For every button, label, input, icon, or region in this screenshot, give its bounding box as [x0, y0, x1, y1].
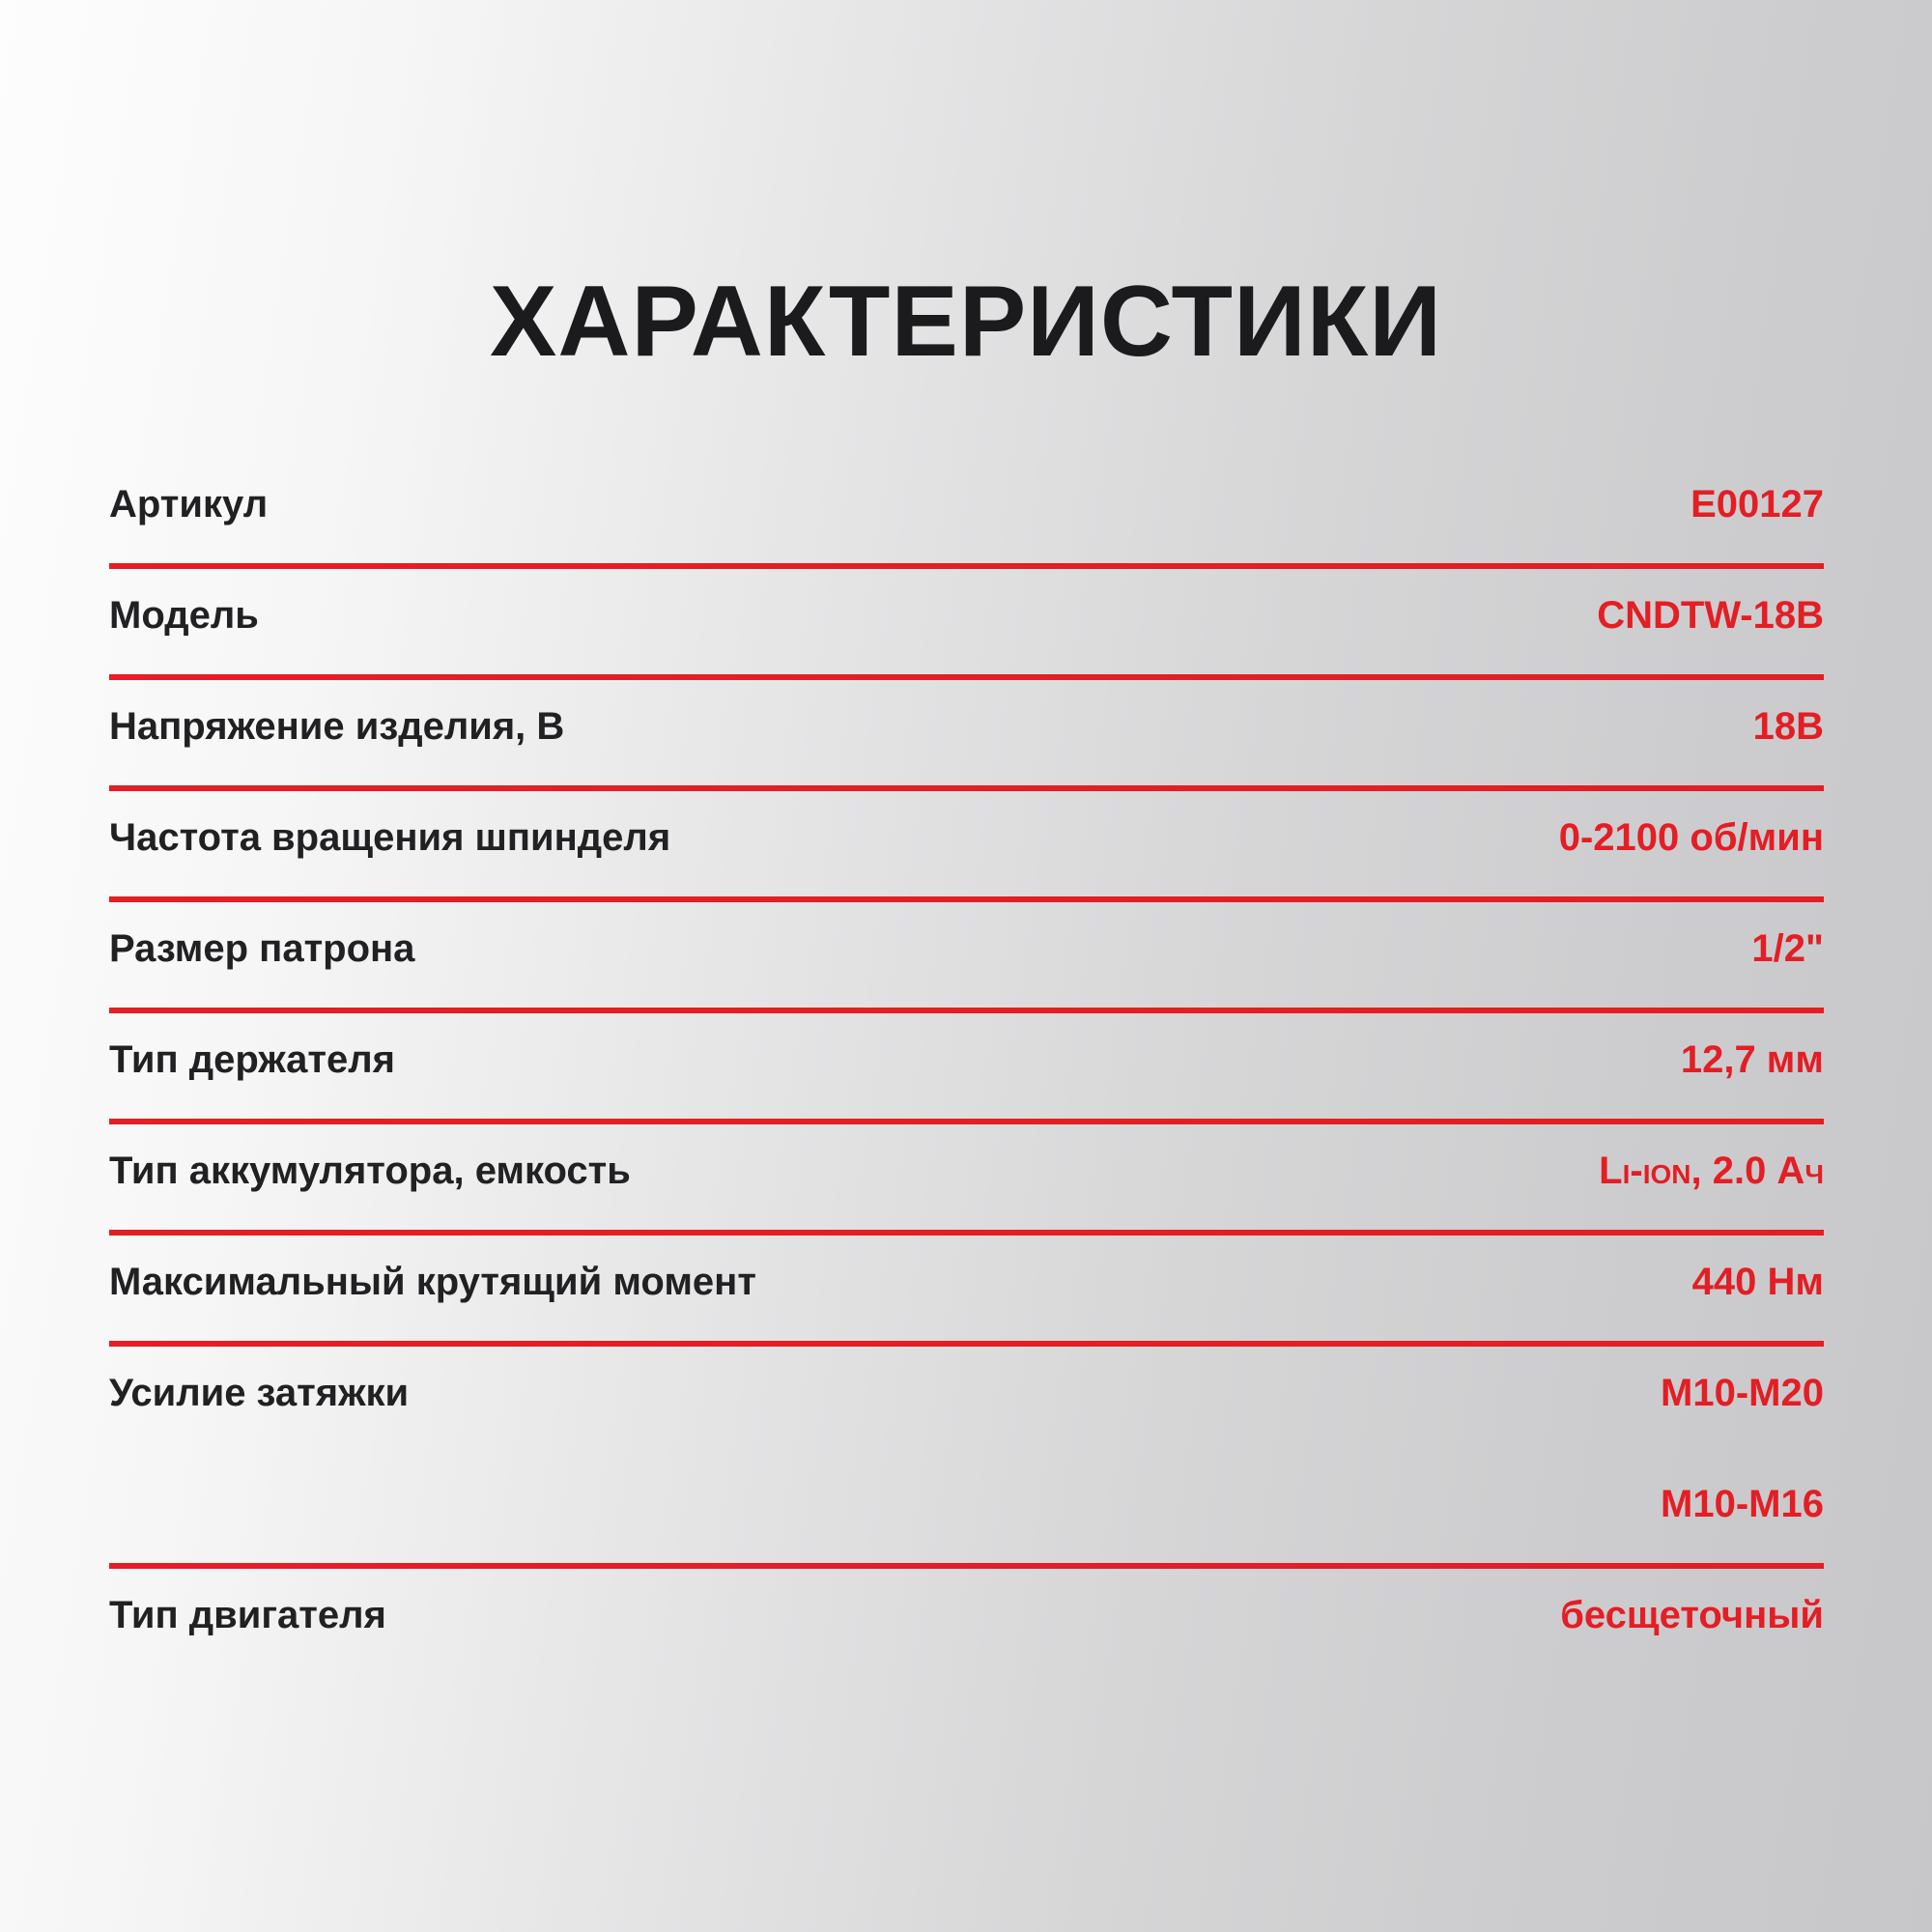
spec-label: Тип аккумулятора, емкость	[109, 1150, 631, 1192]
spec-row-battery	[109, 1147, 1824, 1258]
page-title: ХАРАКТЕРИСТИКИ	[490, 266, 1442, 378]
spec-row-max-torque	[109, 1258, 1824, 1369]
spec-row-articul	[109, 480, 1824, 591]
spec-label: Артикул	[109, 483, 269, 526]
row-divider	[109, 1119, 1824, 1124]
spec-value: 12,7 мм	[1680, 1038, 1824, 1081]
spec-row-tightening-force	[109, 1369, 1824, 1480]
spec-label: Тип держателя	[109, 1038, 395, 1081]
spec-value: E00127	[1690, 483, 1824, 526]
spec-label: Размер патрона	[109, 927, 415, 970]
spec-value: M10-M16	[1661, 1483, 1824, 1525]
spec-row-spindle-speed	[109, 813, 1824, 924]
spec-row-chuck-size	[109, 924, 1824, 1036]
spec-value: Li-ion, 2.0 Ач	[1599, 1150, 1824, 1192]
spec-label: Усилие затяжки	[109, 1372, 410, 1414]
row-divider	[109, 563, 1824, 569]
spec-label: Напряжение изделия, В	[109, 705, 565, 748]
spec-value: CNDTW-18B	[1597, 594, 1824, 637]
spec-value: 440 Нм	[1691, 1261, 1824, 1303]
spec-value: 18В	[1752, 705, 1824, 748]
spec-row-model	[109, 591, 1824, 702]
row-divider	[109, 674, 1824, 680]
spec-value: 0-2100 об/мин	[1558, 816, 1824, 859]
spec-row-holder-type	[109, 1036, 1824, 1147]
row-divider	[109, 1341, 1824, 1347]
spec-label: Тип двигателя	[109, 1594, 386, 1636]
spec-row-motor-type	[109, 1591, 1824, 1702]
row-divider	[109, 1008, 1824, 1013]
spec-row-tightening-force-2	[109, 1480, 1824, 1591]
spec-value: 1/2"	[1751, 927, 1824, 970]
spec-value: M10-M20	[1661, 1372, 1824, 1414]
row-divider	[109, 1230, 1824, 1236]
spec-label: Модель	[109, 594, 259, 637]
spec-label: Максимальный крутящий момент	[109, 1261, 756, 1303]
spec-value: бесщеточный	[1560, 1594, 1824, 1636]
row-divider	[109, 896, 1824, 902]
row-divider	[109, 1563, 1824, 1569]
specs-table	[109, 480, 1824, 1702]
row-divider	[109, 785, 1824, 791]
spec-row-voltage	[109, 702, 1824, 813]
spec-label: Частота вращения шпинделя	[109, 816, 671, 859]
